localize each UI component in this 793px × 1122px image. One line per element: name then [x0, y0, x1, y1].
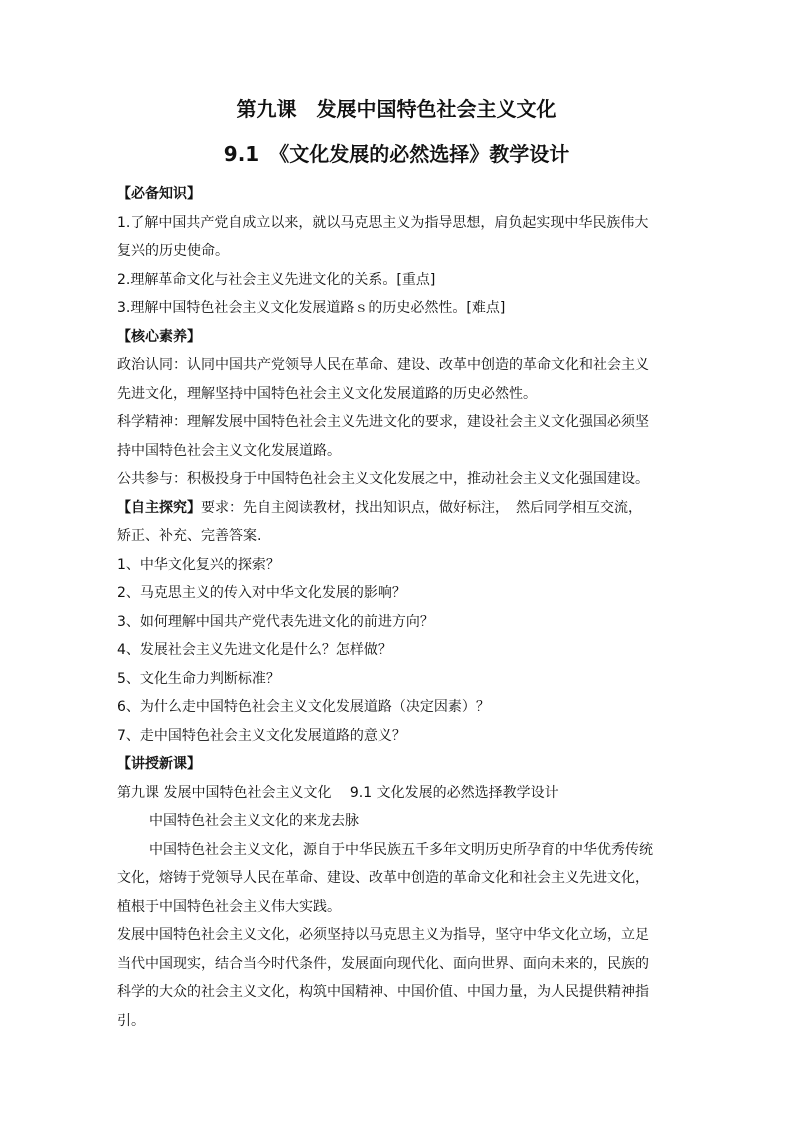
literacy-line: 持中国特色社会主义文化发展道路。 — [117, 442, 341, 459]
self-study-question: 3、如何理解中国共产党代表先进文化的前进方向？ — [117, 613, 434, 630]
lecture-para1-line: 文化，熔铸于党领导人民在革命、建设、改革中创造的革命文化和社会主义先进文化， — [117, 870, 649, 886]
knowledge-line: 2.理解革命文化与社会主义先进文化的关系。[重点] — [117, 271, 436, 288]
knowledge-line: 1.了解中国共产党自成立以来，就以马克思主义为指导思想，肩负起实现中华民族伟大 — [117, 214, 649, 231]
section-heading-knowledge: 【必备知识】 — [117, 186, 201, 202]
lecture-para2-line: 科学的大众的社会主义文化，构筑中国精神、中国价值、中国力量，为人民提供精神指 — [117, 984, 649, 1000]
lecture-para2-line: 当代中国现实，结合当今时代条件，发展面向现代化、面向世界、面向未来的，民族的 — [117, 955, 649, 972]
section-heading-self-study: 【自主探究】 — [117, 499, 201, 516]
self-study-question: 6、为什么走中国特色社会主义文化发展道路（决定因素）？ — [117, 699, 490, 715]
lecture-para1-line: 中国特色社会主义文化，源自于中华民族五千多年文明历史所孕育的中华优秀传统 — [149, 841, 653, 858]
lecture-intro: 第九课 发展中国特色社会主义文化 9.1 文化发展的必然选择教学设计 — [117, 784, 559, 801]
section-heading-literacy: 【核心素养】 — [117, 328, 201, 345]
lecture-para1-line: 植根于中国特色社会主义伟大实践。 — [117, 898, 341, 915]
self-study-question: 1、中华文化复兴的探索？ — [117, 556, 280, 573]
knowledge-line: 复兴的历史使命。 — [117, 243, 229, 259]
self-study-question: 7、走中国特色社会主义文化发展道路的意义？ — [117, 727, 406, 744]
lecture-para2-line: 引。 — [117, 1012, 145, 1029]
lesson-subtitle: 9.1 《文化发展的必然选择》教学设计 — [223, 142, 570, 166]
literacy-line: 先进文化，理解坚持中国特色社会主义文化发展道路的历史必然性。 — [117, 385, 537, 402]
self-study-line: 矫正、补充、完善答案. — [117, 528, 262, 544]
lecture-para2-line: 发展中国特色社会主义文化，必须坚持以马克思主义为指导，坚守中华文化立场，立足 — [117, 927, 649, 943]
self-study-question: 4、发展社会主义先进文化是什么？怎样做？ — [117, 642, 392, 658]
document-body — [117, 180, 682, 1035]
knowledge-line: 3.理解中国特色社会主义文化发展道路ｓ的历史必然性。[难点] — [117, 300, 506, 316]
self-study-heading-row — [117, 494, 682, 523]
literacy-line: 科学精神：理解发展中国特色社会主义先进文化的要求，建设社会主义文化强国必须坚 — [117, 414, 649, 430]
literacy-line: 公共参与：积极投身于中国特色社会主义文化发展之中，推动社会主义文化强国建设。 — [117, 471, 649, 487]
self-study-question: 5、文化生命力判断标准？ — [117, 670, 280, 687]
self-study-question: 2、马克思主义的传入对中华文化发展的影响？ — [117, 585, 406, 601]
self-study-requirement: 要求：先自主阅读教材，找出知识点，做好标注， 然后同学相互交流， — [201, 499, 642, 516]
literacy-line: 政治认同：认同中国共产党领导人民在革命、建设、改革中创造的革命文化和社会主义 — [117, 357, 649, 373]
lecture-subheading: 中国特色社会主义文化的来龙去脉 — [149, 813, 359, 829]
lesson-title: 第九课 发展中国特色社会主义文化 — [236, 97, 557, 121]
section-heading-lecture: 【讲授新课】 — [117, 756, 201, 772]
